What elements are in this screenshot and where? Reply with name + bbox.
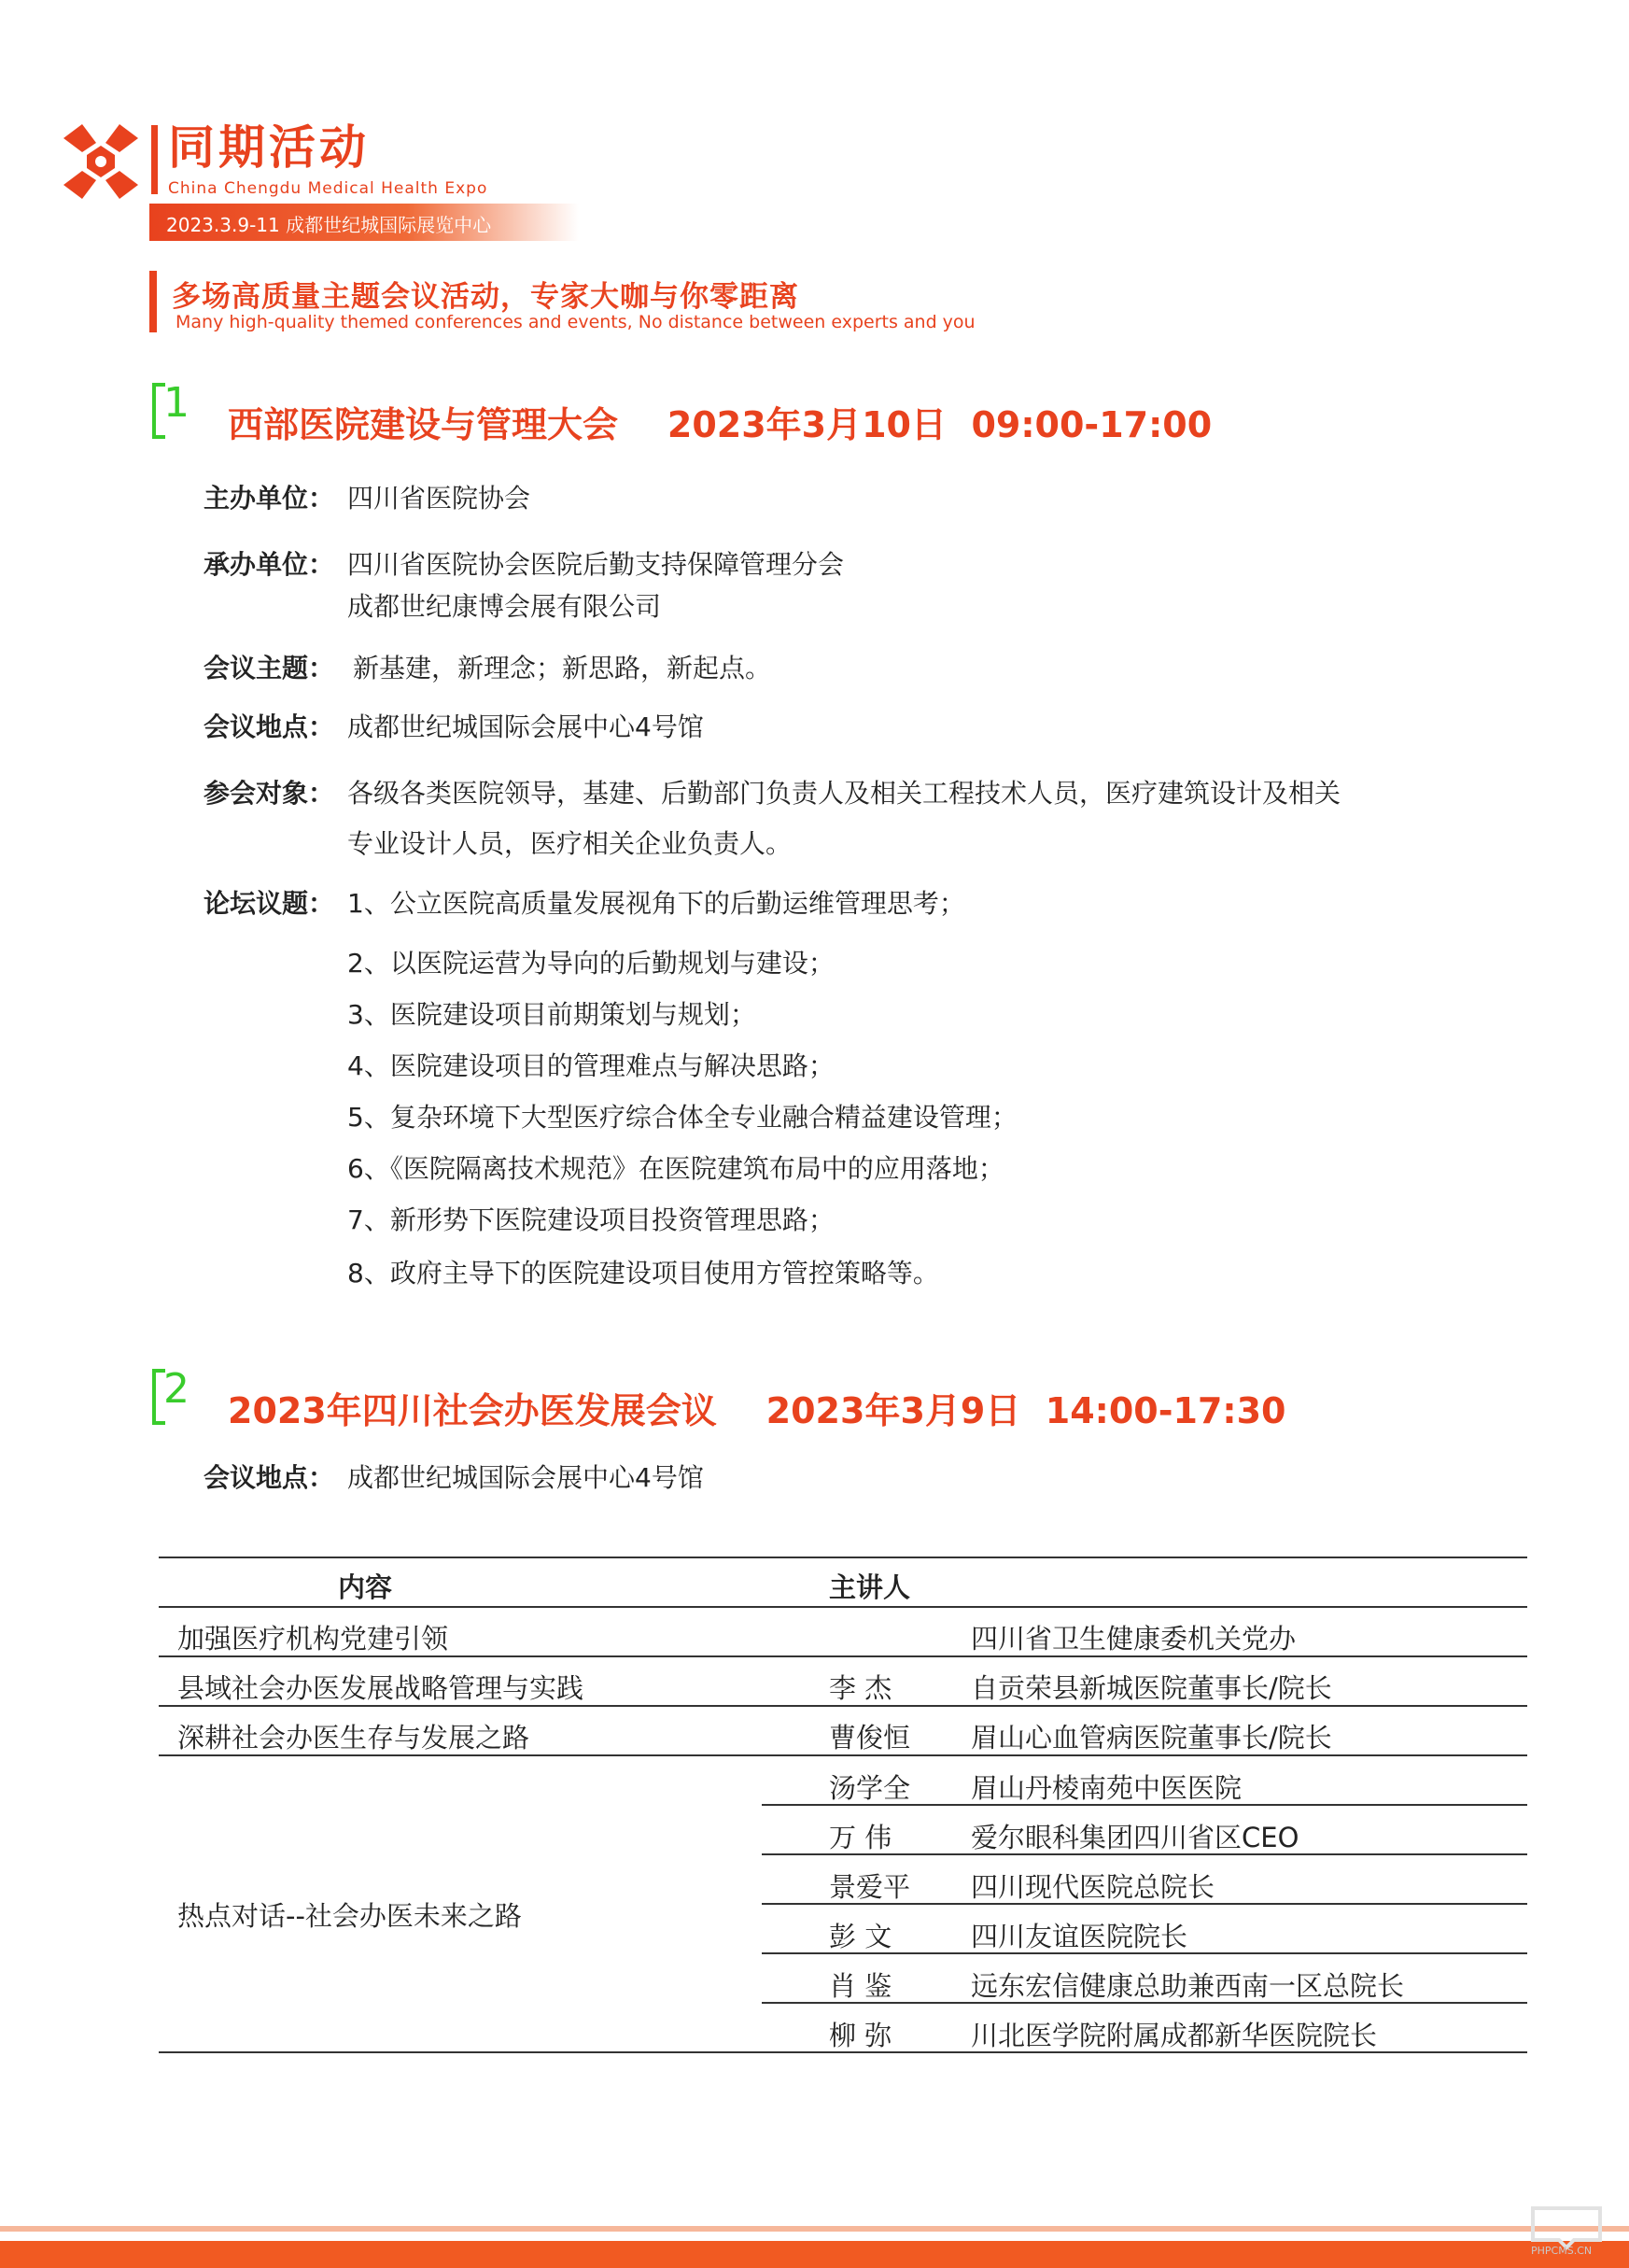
s1-topic-1: 1、公立医院高质量发展视角下的后勤运维管理思考； [347, 888, 965, 919]
section2-number: 2 [163, 1365, 190, 1413]
panel-speaker-title: 远东宏信健康总助兼西南一区总院长 [971, 1970, 1405, 2002]
table-row-title: 眉山心血管病医院董事长/院长 [971, 1722, 1332, 1754]
panel-speaker: 万 伟 [829, 1822, 892, 1853]
s1-topic-7: 7、新形势下医院建设项目投资管理思路； [347, 1204, 835, 1235]
panel-row-rule [762, 1804, 1527, 1806]
section1-number: 1 [163, 379, 190, 427]
s2-venue: 成都世纪城国际会展中心4号馆 [347, 1462, 704, 1493]
s1-topic-4: 4、医院建设项目的管理难点与解决思路； [347, 1050, 835, 1081]
table-top-rule [159, 1557, 1527, 1558]
s1-theme: 新基建，新理念；新思路，新起点。 [353, 653, 772, 683]
table-row-rule [159, 1655, 1527, 1657]
footer-band [0, 2241, 1629, 2268]
section2-number-badge [152, 1365, 203, 1421]
page-title: 同期活动 [168, 120, 370, 175]
s1-host-1: 四川省医院协会医院后勤支持保障管理分会 [347, 549, 845, 580]
date-venue-text: 2023.3.9-11 成都世纪城国际展览中心 [166, 214, 492, 236]
s1-venue: 成都世纪城国际会展中心4号馆 [347, 711, 704, 742]
s1-label-theme: 会议主题： [204, 653, 335, 683]
table-row-rule [159, 1754, 1527, 1756]
date-venue-band [149, 204, 579, 241]
s2-label-venue: 会议地点： [204, 1462, 335, 1493]
panel-speaker-title: 四川友谊医院院长 [971, 1921, 1188, 1952]
panel-speaker: 柳 弥 [829, 2020, 892, 2051]
s1-topic-5: 5、复杂环境下大型医疗综合体全专业融合精益建设管理； [347, 1102, 1018, 1133]
panel-speaker: 汤学全 [829, 1772, 911, 1804]
expo-logo-icon [54, 120, 147, 204]
section1-title: 西部医院建设与管理大会 2023年3月10日 09:00-17:00 [228, 404, 1213, 445]
panel-speaker-title: 川北医学院附属成都新华医院院长 [971, 2020, 1378, 2051]
table-row-speaker: 李 杰 [829, 1672, 892, 1704]
table-row-topic: 深耕社会办医生存与发展之路 [177, 1722, 530, 1754]
tagline-en: Many high-quality themed conferences and events, No distance between experts and you [176, 312, 976, 332]
table-row-speaker: 曹俊恒 [829, 1722, 911, 1754]
table-row-title: 四川省卫生健康委机关党办 [971, 1623, 1297, 1655]
expo-name-en: China Chengdu Medical Health Expo [168, 179, 488, 198]
panel-row-rule [762, 1952, 1527, 1954]
s1-host-2: 成都世纪康博会展有限公司 [347, 591, 662, 622]
table-row-topic: 加强医疗机构党建引领 [177, 1623, 449, 1655]
section1-number-badge [152, 379, 203, 435]
panel-speaker: 景爱平 [829, 1871, 911, 1903]
s1-topic-2: 2、以医院运营为导向的后勤规划与建设； [347, 948, 835, 979]
table-bottom-rule [159, 2051, 1527, 2053]
panel-speaker-title: 眉山丹棱南苑中医医院 [971, 1772, 1243, 1804]
s1-audience-1: 各级各类医院领导，基建、后勤部门负责人及相关工程技术人员，医疗建筑设计及相关 [347, 778, 1341, 809]
panel-row-rule [762, 1853, 1527, 1855]
s1-label-audience: 参会对象： [204, 778, 335, 809]
table-row-title: 自贡荣县新城医院董事长/院长 [971, 1672, 1332, 1704]
s1-organizer: 四川省医院协会 [347, 483, 531, 514]
s1-label-host: 承办单位： [204, 549, 335, 580]
panel-row-rule [762, 1903, 1527, 1905]
s1-topic-8: 8、政府主导下的医院建设项目使用方管控策略等。 [347, 1258, 939, 1289]
panel-row-rule [762, 2002, 1527, 2004]
panel-speaker: 肖 鉴 [829, 1970, 892, 2002]
panel-speaker-title: 四川现代医院总院长 [971, 1871, 1215, 1903]
table-row-topic: 县域社会办医发展战略管理与实践 [177, 1672, 584, 1704]
footer-accent-line [0, 2226, 1629, 2232]
panel-speaker-title: 爱尔眼科集团四川省区CEO [971, 1822, 1299, 1853]
panel-speaker: 彭 文 [829, 1921, 892, 1952]
section2-title: 2023年四川社会办医发展会议 2023年3月9日 14:00-17:30 [228, 1390, 1286, 1431]
panel-topic: 热点对话--社会办医未来之路 [177, 1900, 522, 1932]
tagline-cn: 多场高质量主题会议活动，专家大咖与你零距离 [172, 280, 799, 314]
table-header-speaker: 主讲人 [829, 1571, 911, 1603]
s1-label-venue: 会议地点： [204, 711, 335, 742]
s1-topic-6: 6、《医院隔离技术规范》在医院建筑布局中的应用落地； [347, 1153, 1004, 1184]
header-divider [151, 125, 158, 194]
table-header-rule [159, 1606, 1527, 1608]
s1-label-organizer: 主办单位： [204, 483, 335, 514]
tagline-bar [149, 271, 157, 332]
s1-audience-2: 专业设计人员，医疗相关企业负责人。 [347, 828, 793, 859]
table-row-rule [159, 1705, 1527, 1707]
s1-label-topics: 论坛议题： [204, 888, 335, 919]
table-header-topic: 内容 [338, 1571, 393, 1603]
s1-topic-3: 3、医院建设项目前期策划与规划； [347, 999, 756, 1030]
watermark-text: PHPCMS.CN [1531, 2245, 1593, 2257]
